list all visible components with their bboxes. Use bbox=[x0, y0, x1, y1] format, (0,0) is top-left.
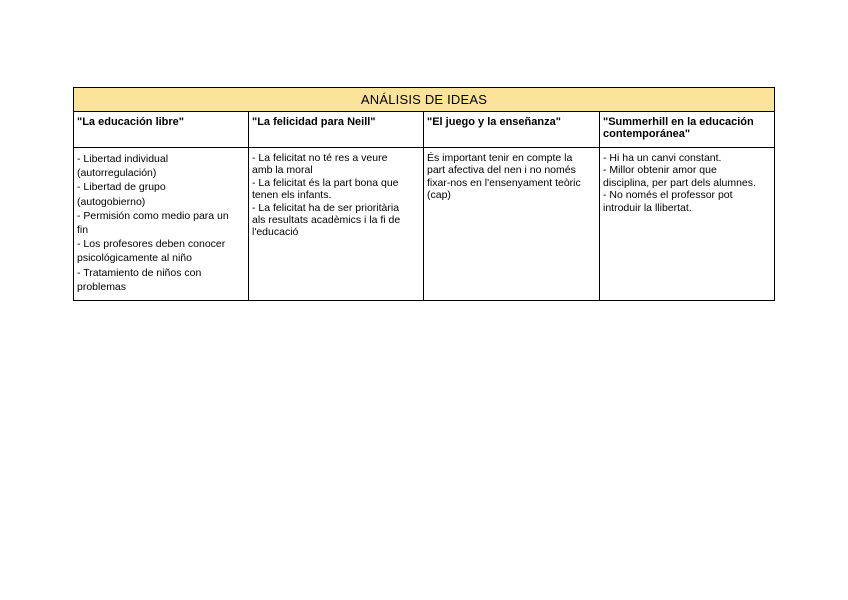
table-title: ANÁLISIS DE IDEAS bbox=[74, 88, 775, 112]
cell-line: - No només el professor pot bbox=[603, 189, 733, 202]
cell-line: tenen els infants. bbox=[252, 189, 332, 202]
cell-line: - La felicitat no té res a veure bbox=[252, 152, 388, 164]
cell-line: fixar-nos en l'ensenyament teòric bbox=[427, 176, 581, 189]
cell-line: - Hi ha un canvi constant. bbox=[603, 152, 722, 164]
table-title-row bbox=[74, 88, 775, 112]
cell-line: (autorregulación) bbox=[77, 167, 157, 180]
cell-line: - Libertad individual bbox=[77, 153, 169, 165]
cell-line: part afectiva del nen i no només bbox=[427, 164, 576, 177]
table-body-row bbox=[74, 148, 775, 301]
column-header-educacion-libre: "La educación libre" bbox=[74, 112, 249, 148]
table-header-row bbox=[74, 112, 775, 148]
cell-line: disciplina, per part dels alumnes. bbox=[603, 176, 756, 189]
cell-line: fin bbox=[77, 224, 89, 237]
ideas-analysis-table bbox=[73, 87, 775, 301]
cell-line: l'educació bbox=[252, 226, 299, 239]
column-header-felicidad-neill: "La felicidad para Neill" bbox=[249, 112, 424, 148]
cell-line: psicológicamente al niño bbox=[77, 252, 192, 265]
column-header-summerhill: "Summerhill en la educación contemporánea" bbox=[600, 112, 775, 148]
cell-juego-ensenanza bbox=[424, 148, 600, 301]
cell-line: problemas bbox=[77, 280, 127, 293]
cell-line: als resultats acadèmics i la fi de bbox=[252, 214, 401, 227]
ideas-analysis-table-container bbox=[73, 87, 774, 301]
cell-summerhill bbox=[600, 148, 775, 301]
cell-line: introduir la llibertat. bbox=[603, 201, 692, 214]
cell-felicidad-neill bbox=[249, 148, 424, 301]
column-header-juego-ensenanza: "El juego y la enseñanza" bbox=[424, 112, 600, 148]
cell-line: - Millor obtenir amor que bbox=[603, 164, 717, 177]
cell-line: (cap) bbox=[427, 189, 451, 202]
cell-line: amb la moral bbox=[252, 164, 313, 177]
cell-line: (autogobierno) bbox=[77, 195, 146, 208]
cell-line: - La felicitat ha de ser prioritària bbox=[252, 201, 400, 214]
cell-educacion-libre bbox=[74, 148, 249, 301]
cell-line: - Tratamiento de niños con bbox=[77, 266, 202, 279]
cell-line: - Los profesores deben conocer bbox=[77, 238, 226, 251]
cell-line: És important tenir en compte la bbox=[427, 152, 573, 164]
cell-line: - Permisión como medio para un bbox=[77, 209, 229, 222]
cell-line: - Libertad de grupo bbox=[77, 181, 166, 194]
cell-line: - La felicitat és la part bona que bbox=[252, 176, 399, 189]
